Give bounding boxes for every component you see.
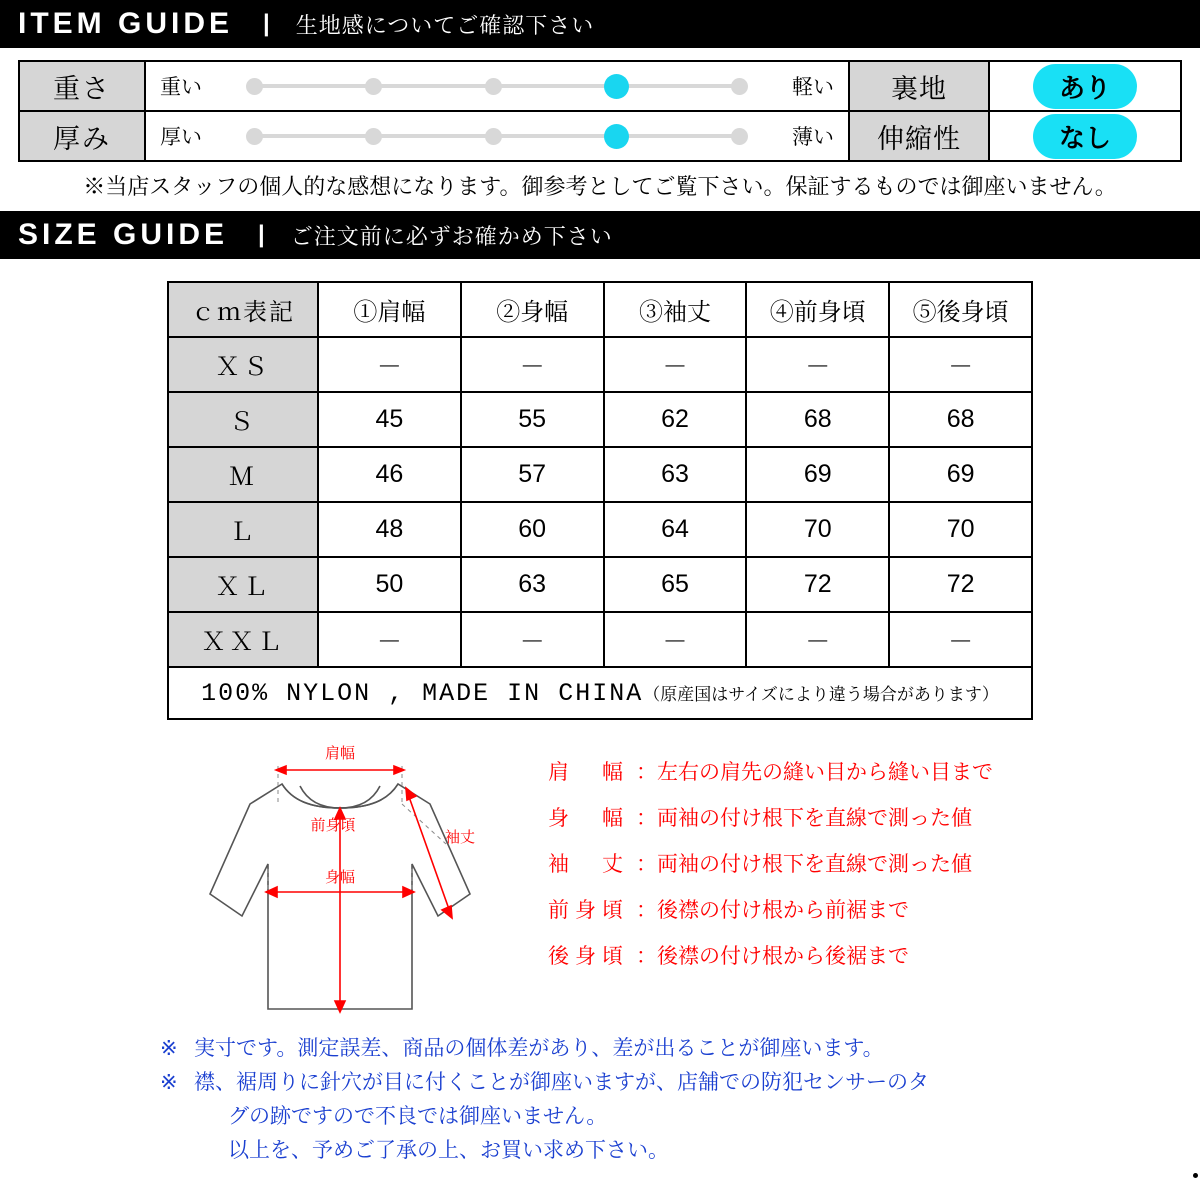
note-mark: ※ bbox=[160, 1037, 178, 1060]
thickness-scale bbox=[145, 111, 849, 161]
size-cell: － bbox=[318, 337, 461, 392]
size-cell: 69 bbox=[746, 447, 889, 502]
note-mark: ※ bbox=[160, 1071, 178, 1094]
thickness-scale-left-label: 厚い bbox=[160, 126, 202, 149]
size-cell: 48 bbox=[318, 502, 461, 557]
label-body-width: 身幅 bbox=[324, 869, 356, 886]
size-table-col-3: ③袖丈 bbox=[604, 282, 747, 337]
legend-term: 前身頃 bbox=[548, 899, 629, 922]
size-row-label: Ｍ bbox=[168, 447, 318, 502]
size-cell: 62 bbox=[604, 392, 747, 447]
size-guide-title: SIZE GUIDE bbox=[18, 218, 229, 251]
corner-dot-marker bbox=[1193, 1173, 1198, 1178]
size-row-label: ＸＸＬ bbox=[168, 612, 318, 667]
size-cell: 63 bbox=[461, 557, 604, 612]
scale-dot bbox=[731, 128, 748, 145]
size-table-col-2: ②身幅 bbox=[461, 282, 604, 337]
size-guide-subtitle: ご注文前に必ずお確かめ下さい bbox=[290, 223, 613, 249]
legend-desc: ：後襟の付け根から後裾まで bbox=[636, 945, 909, 968]
size-row-label: Ｌ bbox=[168, 502, 318, 557]
weight-scale bbox=[145, 61, 849, 111]
size-table-col-1: ①肩幅 bbox=[318, 282, 461, 337]
note-line bbox=[160, 1066, 1080, 1100]
size-cell: 72 bbox=[889, 557, 1032, 612]
size-guide-separator: | bbox=[258, 221, 265, 248]
table-row bbox=[168, 447, 1032, 502]
bottom-notes bbox=[160, 1032, 1080, 1168]
note-line bbox=[160, 1134, 1080, 1168]
scale-dot bbox=[731, 78, 748, 95]
legend-item bbox=[548, 842, 993, 888]
legend-item bbox=[548, 750, 993, 796]
size-cell: 69 bbox=[889, 447, 1032, 502]
note-text: 襟、裾周りに針穴が目に付くことが御座いますが、店舗での防犯センサーのタ bbox=[194, 1071, 929, 1094]
lining-value-cell bbox=[989, 61, 1181, 111]
measurement-diagram bbox=[0, 724, 1200, 1024]
table-row bbox=[19, 111, 1181, 161]
size-cell: 50 bbox=[318, 557, 461, 612]
note-text: 以上を、予めご了承の上、お買い求め下さい。 bbox=[228, 1139, 669, 1162]
item-guide-title: ITEM GUIDE bbox=[18, 7, 234, 40]
legend-term: 肩 幅 bbox=[548, 761, 629, 784]
legend-term: 袖 丈 bbox=[548, 853, 629, 876]
legend-desc: ：両袖の付け根下を直線で測った値 bbox=[636, 807, 972, 830]
label-shoulder: 肩幅 bbox=[324, 745, 356, 762]
size-cell: － bbox=[461, 612, 604, 667]
table-row bbox=[168, 612, 1032, 667]
label-sleeve: 袖丈 bbox=[444, 829, 476, 846]
size-table-col-5: ⑤後身頃 bbox=[889, 282, 1032, 337]
thickness-scale-track bbox=[246, 121, 748, 151]
stretch-value-cell bbox=[989, 111, 1181, 161]
size-cell: 68 bbox=[746, 392, 889, 447]
size-cell: 57 bbox=[461, 447, 604, 502]
legend-desc: ：左右の肩先の縫い目から縫い目まで bbox=[636, 761, 993, 784]
stretch-label: 伸縮性 bbox=[849, 111, 989, 161]
size-cell: － bbox=[604, 612, 747, 667]
material-text: 100% NYLON , MADE IN CHINA bbox=[201, 678, 644, 708]
measurement-legend bbox=[548, 750, 993, 980]
scale-dot bbox=[365, 128, 382, 145]
lining-value-badge: あり bbox=[1033, 64, 1137, 109]
size-cell: － bbox=[889, 612, 1032, 667]
size-cell: 60 bbox=[461, 502, 604, 557]
thickness-scale-right-label: 薄い bbox=[792, 126, 834, 149]
scale-dot bbox=[485, 78, 502, 95]
item-guide-separator: | bbox=[263, 10, 270, 37]
note-text: 実寸です。測定誤差、商品の個体差があり、差が出ることが御座います。 bbox=[194, 1037, 884, 1060]
size-cell: 45 bbox=[318, 392, 461, 447]
legend-term: 身 幅 bbox=[548, 807, 629, 830]
table-row bbox=[168, 392, 1032, 447]
legend-item bbox=[548, 796, 993, 842]
scale-dot-active bbox=[604, 74, 629, 99]
legend-item bbox=[548, 888, 993, 934]
size-cell: 63 bbox=[604, 447, 747, 502]
weight-scale-track bbox=[246, 71, 748, 101]
weight-label: 重さ bbox=[19, 61, 145, 111]
size-row-label: Ｓ bbox=[168, 392, 318, 447]
size-cell: 70 bbox=[746, 502, 889, 557]
size-cell: 55 bbox=[461, 392, 604, 447]
size-cell: 70 bbox=[889, 502, 1032, 557]
item-guide-subtitle: 生地感についてご確認下さい bbox=[295, 12, 595, 38]
size-cell: － bbox=[746, 612, 889, 667]
scale-dot bbox=[246, 128, 263, 145]
size-row-label: ＸＬ bbox=[168, 557, 318, 612]
table-row bbox=[168, 502, 1032, 557]
table-row bbox=[168, 557, 1032, 612]
scale-dot-active bbox=[604, 124, 629, 149]
size-cell: － bbox=[889, 337, 1032, 392]
weight-scale-right-label: 軽い bbox=[792, 76, 834, 99]
size-guide-header bbox=[0, 211, 1200, 259]
table-header-row bbox=[168, 282, 1032, 337]
size-cell: 64 bbox=[604, 502, 747, 557]
size-cell: － bbox=[604, 337, 747, 392]
size-cell: 46 bbox=[318, 447, 461, 502]
table-row bbox=[19, 61, 1181, 111]
material-note: （原産国はサイズにより違う場合があります） bbox=[643, 684, 999, 704]
size-cell: 72 bbox=[746, 557, 889, 612]
note-text: グの跡ですので不良では御座いません。 bbox=[228, 1105, 608, 1128]
size-table-col-0: ｃｍ表記 bbox=[168, 282, 318, 337]
size-cell: － bbox=[746, 337, 889, 392]
table-row bbox=[168, 667, 1032, 719]
lining-label: 裏地 bbox=[849, 61, 989, 111]
weight-scale-left-label: 重い bbox=[160, 76, 202, 99]
item-guide-note: ※当店スタッフの個人的な感想になります。御参考としてご覧下さい。保証するものでは御座いません。 bbox=[83, 174, 1117, 199]
legend-desc: ：後襟の付け根から前裾まで bbox=[636, 899, 909, 922]
thickness-label: 厚み bbox=[19, 111, 145, 161]
item-guide-table bbox=[18, 60, 1182, 162]
size-row-label: ＸＳ bbox=[168, 337, 318, 392]
size-table bbox=[167, 281, 1033, 720]
scale-dot bbox=[485, 128, 502, 145]
size-cell: 68 bbox=[889, 392, 1032, 447]
table-row bbox=[168, 337, 1032, 392]
label-front-body: 前身頃 bbox=[310, 817, 356, 834]
size-table-col-4: ④前身頃 bbox=[746, 282, 889, 337]
legend-term: 後身頃 bbox=[548, 945, 629, 968]
note-mark bbox=[160, 1134, 194, 1168]
scale-dot bbox=[365, 78, 382, 95]
note-line bbox=[160, 1100, 1080, 1134]
size-cell: － bbox=[461, 337, 604, 392]
material-row bbox=[168, 667, 1032, 719]
size-cell: － bbox=[318, 612, 461, 667]
scale-dot bbox=[246, 78, 263, 95]
legend-desc: ：両袖の付け根下を直線で測った値 bbox=[636, 853, 972, 876]
legend-item bbox=[548, 934, 993, 980]
garment-illustration bbox=[150, 724, 550, 1024]
size-cell: 65 bbox=[604, 557, 747, 612]
stretch-value-badge: なし bbox=[1033, 114, 1137, 159]
item-guide-header bbox=[0, 0, 1200, 48]
note-mark bbox=[160, 1100, 194, 1134]
note-line bbox=[160, 1032, 1080, 1066]
